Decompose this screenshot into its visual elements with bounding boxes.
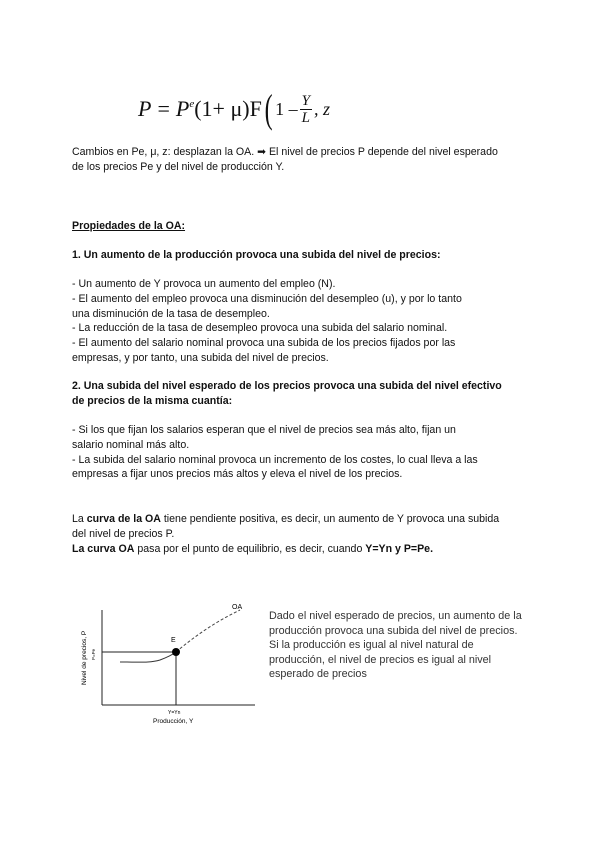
prop2-title-line2: de precios de la misma cuantía: [72, 394, 233, 407]
formula-tail: , z [313, 98, 330, 119]
list-item: una disminución de la tasa de desempleo. [72, 307, 270, 320]
formula-denominator: L [301, 109, 310, 126]
formula-equals: = [157, 96, 170, 121]
yn-tick-label: Y=Yn [168, 710, 181, 716]
curve-text-line2: del nivel de precios P. [72, 527, 175, 540]
list-item: empresas a fijar unos precios más altos y eleva el nivel de los precios. [72, 468, 403, 481]
formula-lhs: P [138, 96, 152, 121]
list-item: - Si los que fijan los salarios esperan que el nivel de precios sea más alto, fijan un [72, 424, 456, 436]
arrow-icon: ➡ [257, 146, 267, 158]
list-item: salario nominal más alto. [72, 438, 190, 451]
formula-numerator: Y [301, 92, 310, 109]
equilibrium-condition: Y=Yn y P=Pe. [365, 542, 434, 555]
curve-text: pasa por el punto de equilibrio, es decir, cuando [134, 542, 366, 555]
intro-text-b: El nivel de precios P depende del nivel esperado [266, 146, 498, 158]
curve-label: OA [232, 604, 243, 611]
curve-text: tiene pendiente positiva, es decir, un aumento de Y provoca una subida [160, 513, 500, 525]
caption-line: producción provoca una subida del nivel de precios. [269, 624, 518, 637]
list-item: - Un aumento de Y provoca un aumento del empleo (N). [72, 278, 336, 290]
pe-tick-label: P=Pe [91, 648, 96, 660]
formula-fraction [300, 93, 312, 126]
formula-pe: P [175, 96, 190, 121]
list-item: - La reducción de la tasa de desempleo provoca una subida del salario nominal. [72, 322, 448, 335]
caption-line: producción, el nivel de precios es igual al nivel [269, 653, 492, 666]
list-item: - El aumento del empleo provoca una disminución del desempleo (u), y por lo tanto [72, 292, 462, 305]
caption-line: esperado de precios [269, 668, 367, 680]
prop1-title: 1. Un aumento de la producción provoca una subida del nivel de precios: [72, 249, 441, 261]
formula-one-minus: 1 – [275, 98, 298, 119]
prop2-title [72, 379, 502, 409]
point-label: E [171, 637, 176, 644]
curve-text: La [72, 513, 87, 525]
intro-text-line2: de los precios Pe y del nivel de producción Y. [72, 160, 285, 173]
list-item: - La subida del salario nominal provoca un incremento de los costes, lo cual lleva a las [72, 453, 478, 466]
graph-caption [269, 609, 522, 682]
list-item: - El aumento del salario nominal provoca una subida de los precios fijados por las [72, 337, 456, 350]
curve-paragraph [72, 512, 499, 556]
caption-line: Si la producción es igual al nivel natural de [269, 639, 474, 651]
curve-bold-term: La curva OA [72, 542, 135, 555]
prop1-list [72, 277, 462, 366]
intro-text-a: Cambios en Pe, μ, z: desplazan la OA. [72, 146, 258, 158]
oa-curve-graph [70, 600, 260, 735]
oa-curve-dashed [176, 610, 240, 652]
x-axis-label: Producción, Y [153, 718, 194, 725]
formula-mu: (1+ μ)F [194, 96, 262, 121]
equilibrium-point [172, 648, 180, 656]
formula-pe-sup: e [189, 98, 195, 110]
list-item: empresas, y por tanto, una subida del nivel de precios. [72, 351, 329, 364]
oa-formula: P = P $^e$ (1+ μ)F ( 1 – $\frac{Y}{L}$ , z [138, 86, 330, 131]
prop2-title-line1: 2. Una subida del nivel esperado de los precios provoca una subida del nivel efectivo [72, 380, 502, 392]
oa-curve-solid [120, 652, 176, 662]
caption-line: Dado el nivel esperado de precios, un aumento de la [269, 610, 522, 622]
section-heading: Propiedades de la OA: [72, 220, 186, 232]
y-axis-label: Nivel de precios, P [81, 630, 88, 685]
prop2-list [72, 423, 478, 482]
intro-paragraph [72, 145, 498, 175]
curve-bold-term: curva de la OA [86, 513, 161, 525]
